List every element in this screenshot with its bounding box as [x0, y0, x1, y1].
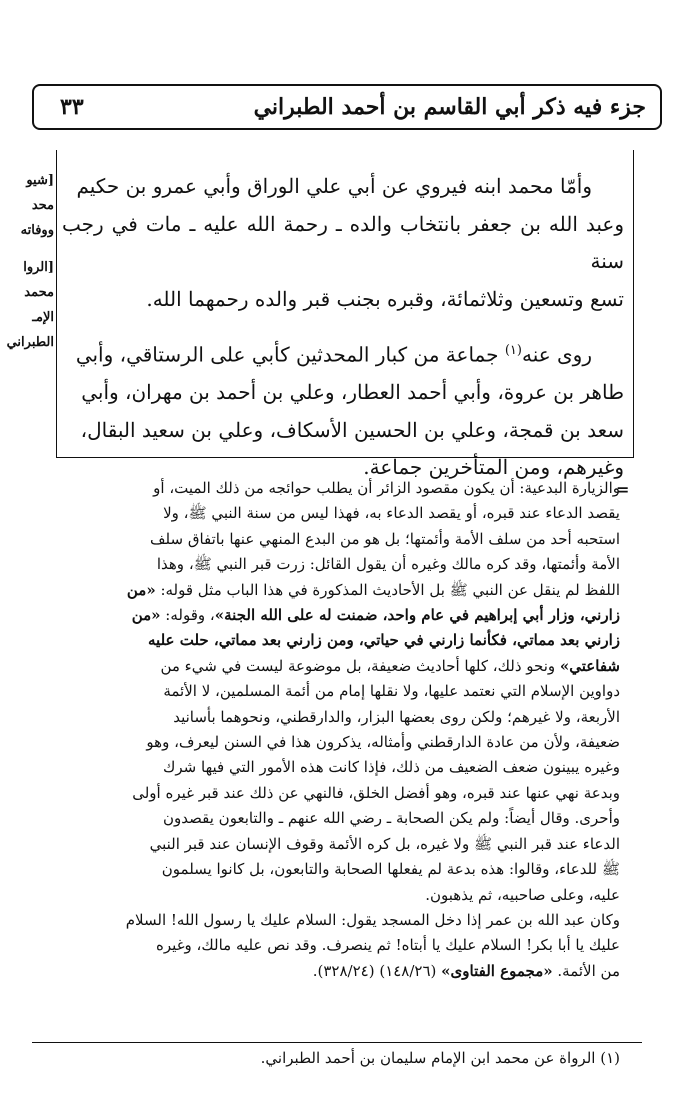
main-text — [62, 168, 624, 487]
margin-notes — [0, 168, 54, 355]
running-header — [32, 84, 662, 130]
margin-note: [شيو — [26, 173, 54, 188]
note-line: وأحرى. وقال أيضاً: ولم يكن الصحابة ـ رضي الله عنهم ـ والتابعون يقصدون — [163, 809, 620, 828]
note-line: زارني بعد مماتي، فكأنما زارني في حياتي، ومن زارني بعد مماتي، حلت عليه — [148, 631, 620, 650]
hadith-quote: «من — [131, 606, 161, 625]
running-header-title: جزء فيه ذكر أبي القاسم بن أحمد الطبراني — [253, 94, 646, 120]
text-line: وعبد الله بن جعفر بانتخاب والده ـ رحمة الله عليه ـ مات في رجب سنة — [62, 211, 624, 273]
continuation-mark: = — [616, 480, 630, 499]
continued-footnote — [42, 476, 620, 984]
note-line: الأمة وأئمتها، وقد كره مالك وغيره أن يقول القائل: زرت قبر النبي ﷺ، وهذا — [156, 555, 620, 574]
text-span: روى عنه — [521, 342, 592, 367]
note-line: يقصد الدعاء عند قبره، أو يقصد الدعاء به، فهذا ليس من سنة النبي ﷺ، ولا — [163, 504, 620, 523]
text-line: وغيرهم، ومن المتأخرين جماعة. — [363, 455, 624, 480]
note-line: ﷺ للدعاء، وقالوا: هذه بدعة لم يفعلها الصحابة والتابعون، بل كانوا يسلمون — [161, 860, 620, 879]
note-line: عليك يا أبا بكر! السلام عليك يا أبتاه! ثم ينصرف. وقد نص عليه مالك، وغيره — [156, 936, 620, 955]
text-line: تسع وتسعين وثلاثمائة، وقبره بجنب قبر والده رحمهما الله. — [146, 286, 624, 311]
text-line — [62, 332, 624, 374]
note-line — [42, 654, 620, 679]
note-line: الأربعة، ولا غيرهم؛ ولكن روى بعضها البزار، والدارقطني، ونحوهما بأسانيد — [173, 707, 620, 726]
note-line: وغيره يبينون ضعف الضعيف من ذلك، فإذا كانت هذه الأمور التي فيها شرك — [163, 758, 620, 777]
footnote-text: الرواة عن محمد ابن الإمام سليمان بن أحمد الطبراني. — [260, 1049, 601, 1067]
margin-note: [الروا — [23, 260, 54, 275]
note-line — [42, 578, 620, 603]
footnote-reference: (١) — [504, 343, 522, 358]
footnote-divider — [32, 1042, 642, 1043]
text-line: سعد بن قمجة، وعلي بن الحسين الأسكاف، وعلي بن سعيد البقال، — [80, 417, 624, 442]
text-line: وأمّا محمد ابنه فيروي عن أبي علي الوراق وأبي عمرو بن حكيم — [76, 174, 592, 198]
note-line: وبدعة نهي عنها عند قبره، وهو أفضل الخلق، فالنهي عن ذلك عند قبر غيره أولى — [132, 783, 620, 802]
hadith-quote: «من — [126, 580, 156, 599]
page-number: ٣٣ — [60, 94, 84, 120]
note-span: ونحو ذلك، كلها أحاديث ضعيفة، بل موضوعة ليست في شيء من — [160, 656, 560, 675]
footnote-number: (١) — [600, 1049, 620, 1067]
citation-title: «مجموع الفتاوى» — [441, 961, 553, 980]
note-span: ، وقوله: — [160, 606, 215, 625]
margin-note: محد — [31, 198, 54, 213]
note-line: استحبه أحد من سلف الأمة وأئمتها؛ بل هو من البدع المنهي عنها باتفاق سلف — [150, 529, 620, 548]
margin-note: ووفاته — [20, 223, 54, 238]
note-line: ضعيفة، ولأن من عادة الدارقطني وأمثاله، يذكرون هذا في السنن ليعرف، وهو — [146, 733, 620, 752]
note-line: والزيارة البدعية: أن يكون مقصود الزائر أن يطلب حوائجه من ذلك الميت، أو — [153, 479, 620, 497]
note-line — [42, 959, 620, 984]
note-line: دواوين الإسلام التي نعتمد عليها، ولا نقلها إمام من أئمة المسلمين، لا الأئمة — [163, 682, 620, 701]
note-span: من الأئمة. — [552, 961, 620, 980]
note-line — [42, 603, 620, 628]
margin-note: الإمـ — [32, 310, 54, 325]
note-line: الدعاء عند قبر النبي ﷺ ولا غيره، بل كره الأئمة وقوف الإنسان عند قبر النبي — [149, 834, 620, 853]
text-line: طاهر بن عروة، وأبي أحمد العطار، وعلي بن أحمد بن مهران، وأبي — [81, 380, 624, 405]
note-line: عليه، وعلى صاحبيه، ثم يذهبون. — [425, 885, 620, 904]
note-span: اللفظ لم ينقل عن النبي ﷺ بل الأحاديث المذكورة في هذا الباب مثل قوله: — [155, 580, 620, 599]
note-line: وكان عبد الله بن عمر إذا دخل المسجد يقول: السلام عليك يا رسول الله! السلام — [125, 910, 620, 929]
hadith-quote: زارني، وزار أبي إبراهيم في عام واحد، ضمنت له على الله الجنة» — [214, 606, 620, 625]
margin-note: محمد — [24, 285, 54, 300]
margin-note: الطبراني — [6, 335, 54, 350]
hadith-quote: شفاعتي» — [559, 656, 620, 675]
note-span: (١٤٨/٢٦) (٣٢٨/٢٤). — [312, 961, 442, 980]
footnote — [42, 1046, 620, 1070]
text-span: جماعة من كبار المحدثين كأبي على الرستاقي، وأبي — [75, 342, 505, 367]
